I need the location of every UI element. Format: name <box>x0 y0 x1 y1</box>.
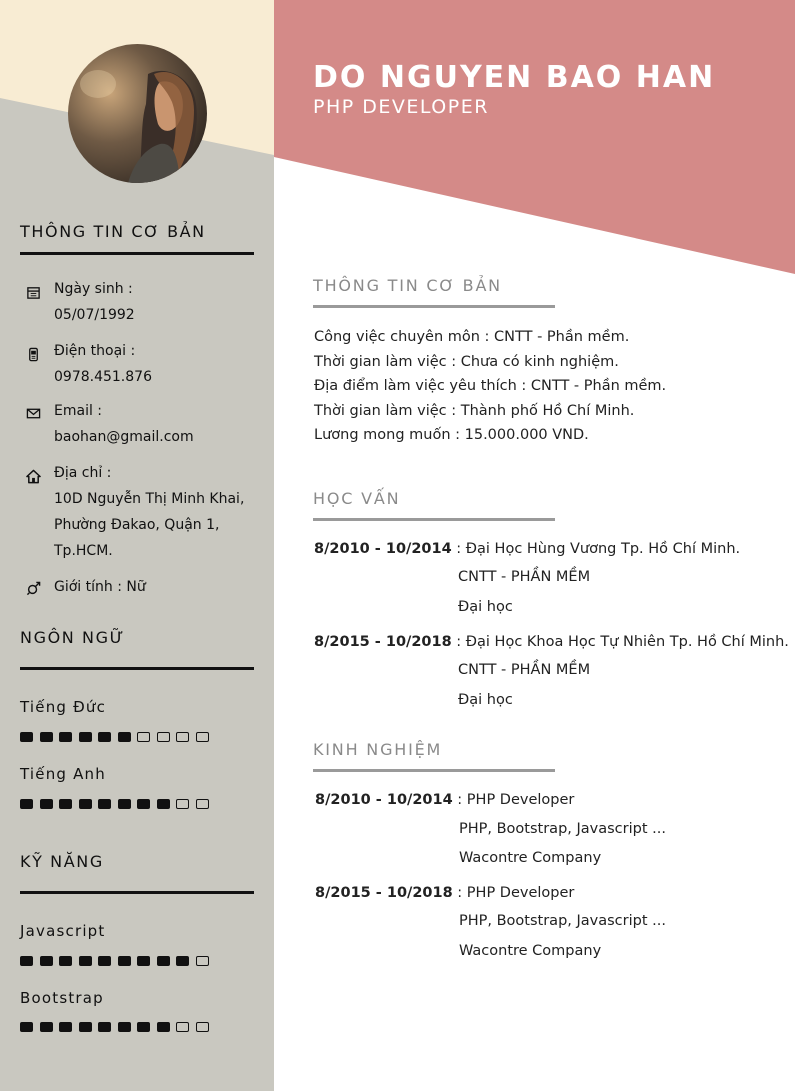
experience-skills: PHP, Bootstrap, Javascript ... <box>459 821 666 837</box>
phone-icon <box>24 345 42 363</box>
language-rating <box>20 799 209 809</box>
rating-dot-filled <box>118 1022 131 1032</box>
birth-value: 05/07/1992 <box>54 307 135 323</box>
experience-company: Wacontre Company <box>459 943 602 959</box>
rating-dot-filled <box>79 1022 92 1032</box>
language-name: Tiếng Anh <box>20 765 106 783</box>
rating-dot-filled <box>137 799 150 809</box>
rating-dot-filled <box>59 956 72 966</box>
rating-dot-filled <box>98 1022 111 1032</box>
rating-dot-filled <box>20 799 33 809</box>
phone-value: 0978.451.876 <box>54 369 152 385</box>
rating-dot-filled <box>157 956 170 966</box>
rating-dot-filled <box>118 799 131 809</box>
education-date: 8/2015 - 10/2018 <box>314 634 452 650</box>
rating-dot-empty <box>196 732 209 742</box>
education-date: 8/2010 - 10/2014 <box>314 541 452 557</box>
address-line-2: Phường Đakao, Quận 1, <box>54 517 220 533</box>
info-line: Lương mong muốn : 15.000.000 VND. <box>314 427 589 443</box>
rating-dot-filled <box>157 799 170 809</box>
rating-dot-empty <box>196 799 209 809</box>
rating-dot-empty <box>176 732 189 742</box>
skill-rating <box>20 1022 209 1032</box>
education-rule <box>313 518 555 521</box>
skill-name: Javascript <box>20 922 106 940</box>
info-line: Thời gian làm việc : Thành phố Hồ Chí Minh. <box>314 403 635 419</box>
rating-dot-filled <box>40 732 53 742</box>
rating-dot-filled <box>20 1022 33 1032</box>
rating-dot-empty <box>176 1022 189 1032</box>
avatar <box>68 44 207 183</box>
education-entry-title <box>314 634 789 650</box>
rating-dot-filled <box>20 732 33 742</box>
skill-name: Bootstrap <box>20 989 104 1007</box>
rating-dot-filled <box>157 1022 170 1032</box>
rating-dot-empty <box>176 799 189 809</box>
rating-dot-filled <box>98 956 111 966</box>
candidate-role: PHP DEVELOPER <box>313 96 489 118</box>
info-line: Địa điểm làm việc yêu thích : CNTT - Phần mềm. <box>314 378 667 394</box>
experience-date: 8/2010 - 10/2014 <box>315 792 453 808</box>
education-heading: HỌC VẤN <box>313 489 401 508</box>
rating-dot-filled <box>79 799 92 809</box>
language-name: Tiếng Đức <box>20 698 107 716</box>
rating-dot-filled <box>40 956 53 966</box>
home-icon <box>24 467 42 485</box>
rating-dot-filled <box>59 1022 72 1032</box>
skill-rating <box>20 956 209 966</box>
info-line: Thời gian làm việc : Chưa có kinh nghiệm. <box>314 354 619 370</box>
education-level: Đại học <box>458 692 513 708</box>
email-label: Email : <box>54 403 103 419</box>
experience-role: : PHP Developer <box>452 792 575 808</box>
rating-dot-filled <box>98 799 111 809</box>
rating-dot-filled <box>79 732 92 742</box>
sidebar-basic-rule <box>20 252 254 255</box>
address-line-3: Tp.HCM. <box>54 543 113 559</box>
experience-entry-title <box>315 885 574 901</box>
candidate-name: DO NGUYEN BAO HAN <box>313 60 716 95</box>
education-major: CNTT - PHẦN MỀM <box>458 569 591 585</box>
phone-label: Điện thoại : <box>54 343 136 359</box>
rating-dot-filled <box>40 799 53 809</box>
rating-dot-empty <box>196 1022 209 1032</box>
rating-dot-filled <box>118 732 131 742</box>
education-school: : Đại Học Khoa Học Tự Nhiên Tp. Hồ Chí Minh. <box>451 634 789 650</box>
experience-role: : PHP Developer <box>452 885 575 901</box>
rating-dot-filled <box>176 956 189 966</box>
info-line: Công việc chuyên môn : CNTT - Phần mềm. <box>314 329 630 345</box>
rating-dot-filled <box>118 956 131 966</box>
skills-rule <box>20 891 254 894</box>
rating-dot-filled <box>40 1022 53 1032</box>
email-value[interactable]: baohan@gmail.com <box>54 429 194 445</box>
rating-dot-filled <box>79 956 92 966</box>
skills-heading: KỸ NĂNG <box>20 852 104 871</box>
main-basic-rule <box>313 305 555 308</box>
rating-dot-filled <box>20 956 33 966</box>
birth-label: Ngày sinh : <box>54 281 133 297</box>
main-basic-heading: THÔNG TIN CƠ BẢN <box>313 276 502 295</box>
address-label: Địa chỉ : <box>54 465 112 481</box>
experience-rule <box>313 769 555 772</box>
experience-company: Wacontre Company <box>459 850 602 866</box>
education-level: Đại học <box>458 599 513 615</box>
languages-heading: NGÔN NGỮ <box>20 628 125 647</box>
gender-icon <box>24 579 42 597</box>
rating-dot-filled <box>137 956 150 966</box>
language-rating <box>20 732 209 742</box>
experience-entry-title <box>315 792 574 808</box>
address-line-1: 10D Nguyễn Thị Minh Khai, <box>54 491 245 507</box>
gender-text: Giới tính : Nữ <box>54 579 146 595</box>
education-school: : Đại Học Hùng Vương Tp. Hồ Chí Minh. <box>451 541 741 557</box>
rating-dot-empty <box>196 956 209 966</box>
experience-skills: PHP, Bootstrap, Javascript ... <box>459 913 666 929</box>
education-major: CNTT - PHẦN MỀM <box>458 662 591 678</box>
sidebar-basic-heading: THÔNG TIN CƠ BẢN <box>20 222 206 241</box>
rating-dot-filled <box>59 732 72 742</box>
experience-date: 8/2015 - 10/2018 <box>315 885 453 901</box>
experience-heading: KINH NGHIỆM <box>313 740 443 759</box>
education-entry-title <box>314 541 740 557</box>
rating-dot-empty <box>137 732 150 742</box>
mail-icon <box>24 404 42 422</box>
rating-dot-filled <box>98 732 111 742</box>
rating-dot-filled <box>137 1022 150 1032</box>
languages-rule <box>20 667 254 670</box>
rating-dot-filled <box>59 799 72 809</box>
rating-dot-empty <box>157 732 170 742</box>
calendar-icon <box>24 283 42 301</box>
